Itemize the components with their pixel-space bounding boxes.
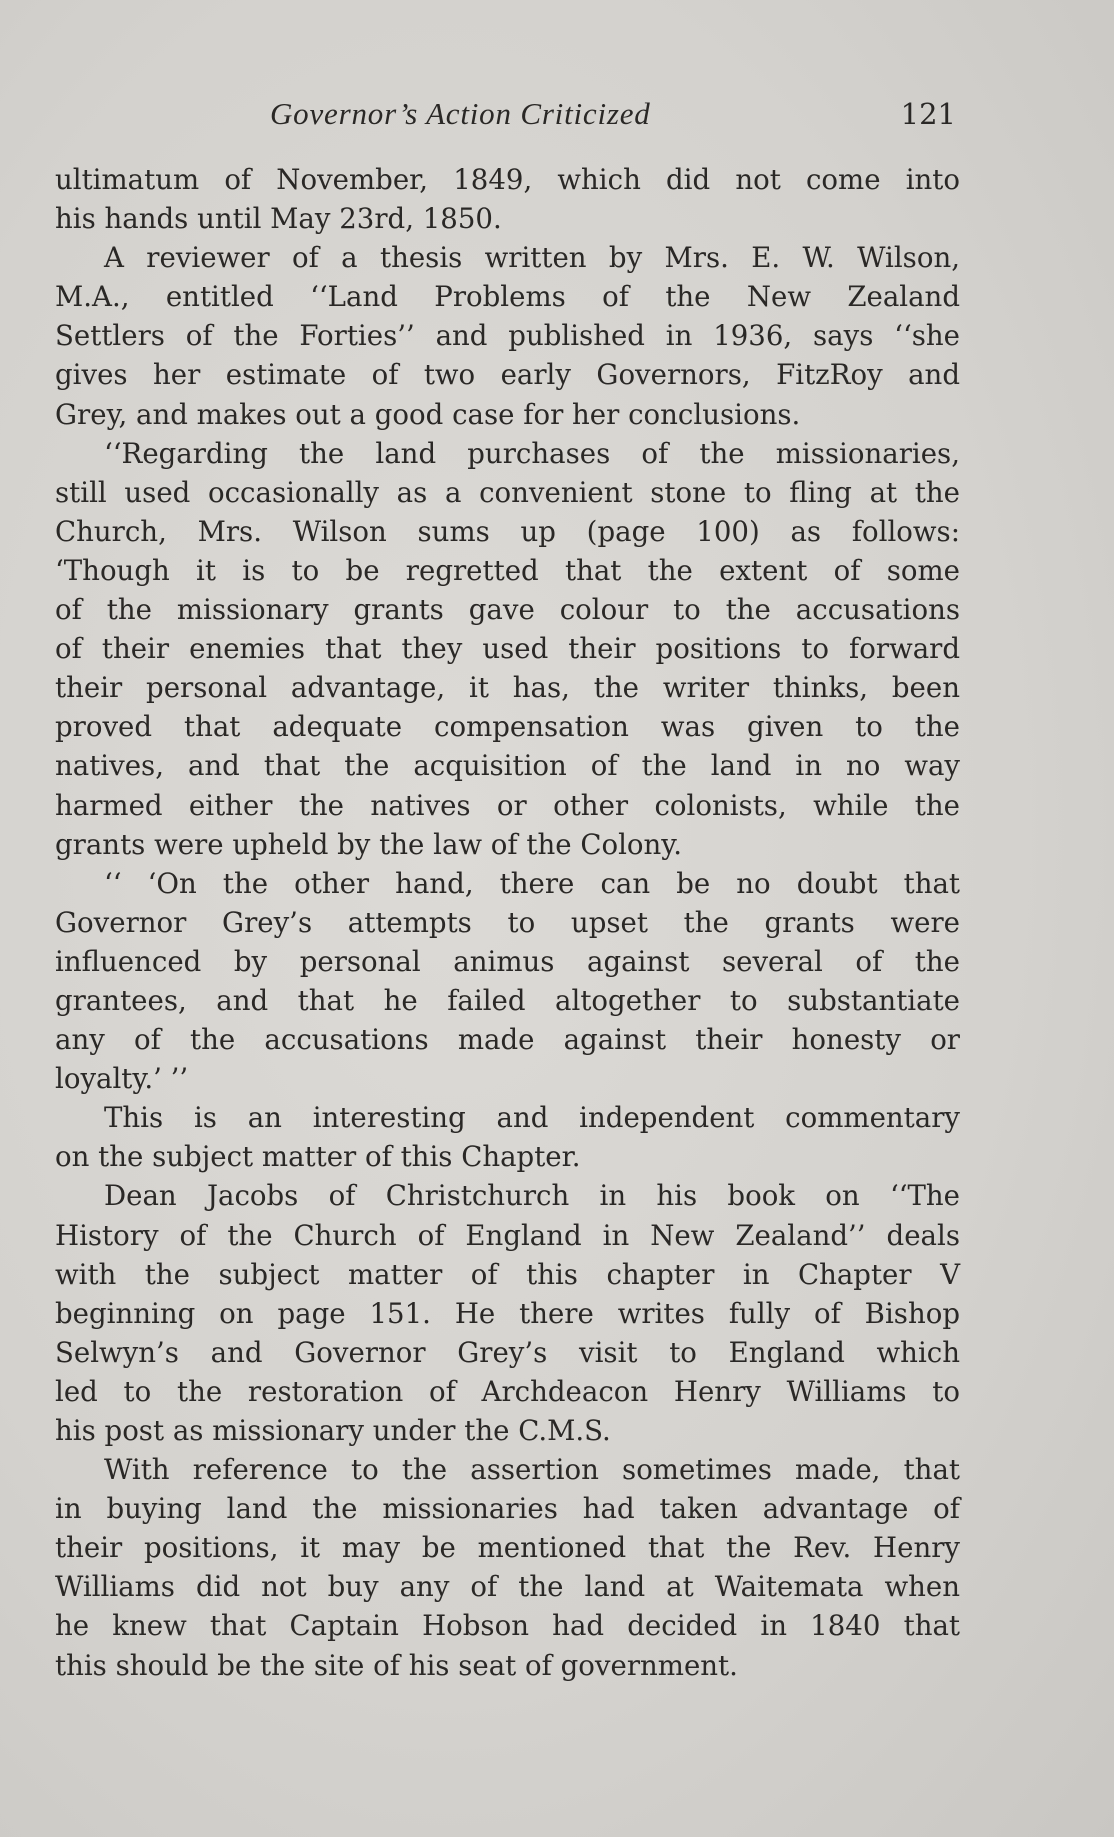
text-line: any of the accusations made against their honesty or: [55, 1023, 960, 1057]
text-line: Governor Grey’s attempts to upset the grants were: [55, 905, 960, 939]
text-line: History of the Church of England in New Zealand’’ deals: [55, 1218, 960, 1252]
text-line: Church, Mrs. Wilson sums up (page 100) as follows:: [55, 514, 960, 548]
text-line: his post as missionary under the C.M.S.: [55, 1414, 611, 1447]
text-line: he knew that Captain Hobson had decided in 1840 that: [55, 1609, 960, 1643]
body-text: [55, 160, 960, 1685]
text-line: ‘‘ ‘On the other hand, there can be no doubt that: [104, 866, 960, 900]
text-line: grants were upheld by the law of the Colony.: [55, 827, 682, 861]
text-line: A reviewer of a thesis written by Mrs. E. W. Wilson,: [104, 241, 960, 275]
text-line: influenced by personal animus against several of the: [55, 944, 960, 978]
text-line: proved that adequate compensation was given to the: [55, 710, 960, 744]
text-line: ultimatum of November, 1849, which did not come into: [55, 163, 960, 196]
text-line: of the missionary grants gave colour to the accusations: [55, 593, 960, 627]
text-line: loyalty.’ ’’: [55, 1062, 189, 1096]
text-line: Settlers of the Forties’’ and published in 1936, says ‘‘she: [55, 319, 960, 353]
text-line: With reference to the assertion sometimes made, that: [104, 1453, 960, 1487]
text-line: of their enemies that they used their positions to forward: [55, 632, 960, 666]
text-line: in buying land the missionaries had taken advantage of: [55, 1492, 960, 1526]
text-line: ‘Though it is to be regretted that the extent of some: [55, 553, 960, 587]
text-line: their positions, it may be mentioned that the Rev. Henry: [55, 1531, 960, 1565]
running-title: Governor’s Action Criticized: [270, 96, 651, 131]
text-line: M.A., entitled ‘‘Land Problems of the New Zealand: [55, 280, 960, 314]
text-line: grantees, and that he failed altogether to substantiate: [55, 983, 960, 1017]
text-line: Williams did not buy any of the land at Waitemata when: [55, 1570, 960, 1604]
text-line: led to the restoration of Archdeacon Henry Williams to: [55, 1374, 960, 1408]
text-line: gives her estimate of two early Governors, FitzRoy and: [55, 358, 960, 392]
text-line: Grey, and makes out a good case for her conclusions.: [55, 397, 801, 431]
text-line: Dean Jacobs of Christchurch in his book on ‘‘The: [104, 1179, 960, 1213]
text-line: still used occasionally as a convenient stone to fling at the: [55, 475, 960, 509]
text-line: this should be the site of his seat of government.: [55, 1648, 738, 1682]
page-number: 121: [900, 97, 956, 131]
text-line: This is an interesting and independent commentary: [104, 1101, 960, 1135]
text-line: harmed either the natives or other colonists, while the: [55, 788, 960, 822]
text-line: with the subject matter of this chapter in Chapter V: [55, 1257, 960, 1291]
text-line: ‘‘Regarding the land purchases of the missionaries,: [104, 436, 960, 470]
text-line: natives, and that the acquisition of the land in no way: [55, 749, 960, 783]
text-line: Selwyn’s and Governor Grey’s visit to England which: [55, 1335, 960, 1369]
text-line: their personal advantage, it has, the writer thinks, been: [55, 671, 960, 705]
text-line: beginning on page 151. He there writes fully of Bishop: [55, 1296, 960, 1330]
running-head: [56, 92, 956, 136]
text-line: on the subject matter of this Chapter.: [55, 1140, 581, 1174]
text-line: his hands until May 23rd, 1850.: [55, 202, 502, 236]
